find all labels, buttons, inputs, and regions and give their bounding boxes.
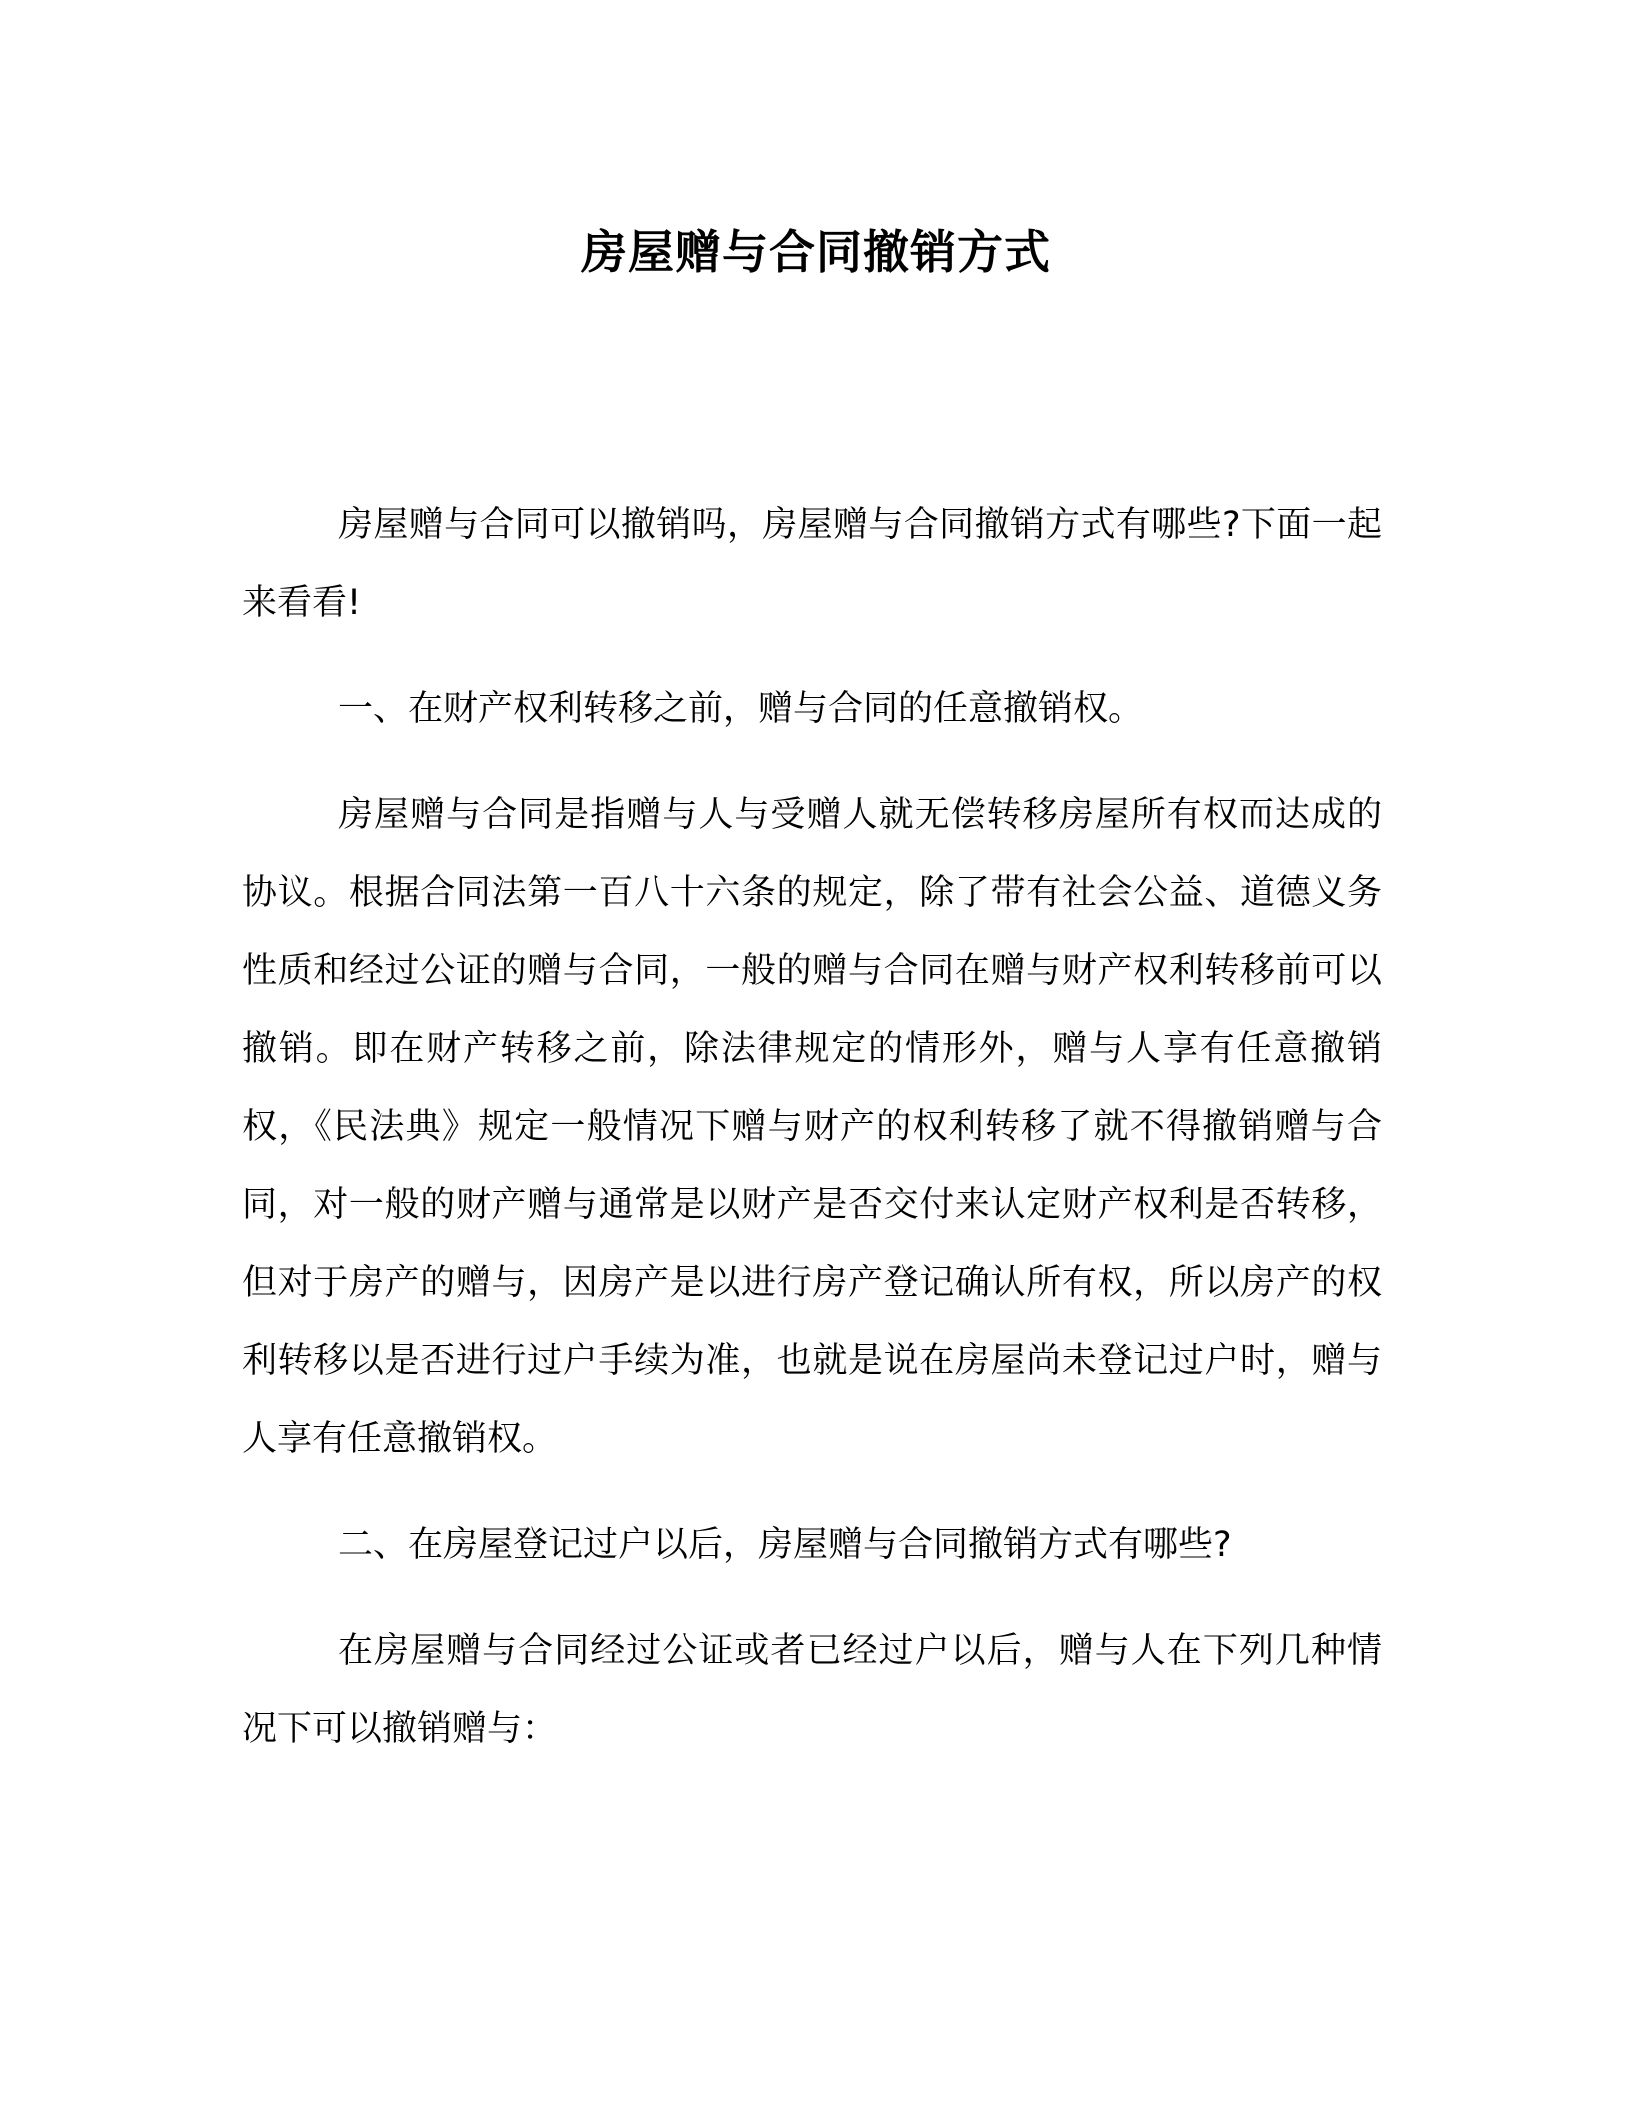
section-heading-1: 一、在财产权利转移之前，赠与合同的任意撤销权。 [338, 689, 1144, 729]
section-heading-2: 二、在房屋登记过户以后，房屋赠与合同撤销方式有哪些? [338, 1525, 1232, 1565]
document-title: 房屋赠与合同撤销方式 [581, 225, 1051, 279]
paragraph-section-2: 在房屋赠与合同经过公证或者已经过户以后，赠与人在下列几种情况下可以撤销赠与： [242, 1631, 1382, 1749]
paragraph-intro: 房屋赠与合同可以撤销吗，房屋赠与合同撤销方式有哪些?下面一起来看看! [242, 505, 1382, 623]
document-body [242, 486, 1382, 1796]
paragraph-section-1: 房屋赠与合同是指赠与人与受赠人就无偿转移房屋所有权而达成的协议。根据合同法第一百八十六条的规定，除了带有社会公益、道德义务性质和经过公证的赠与合同，一般的赠与合同在赠与财产权利转移前可以撤销。即在财产转移之前，除法律规定的情形外，赠与人享有任意撤销权，《民法典》规定一般情况下赠与财产的权利转移了就不得撤销赠与合同，对一般的财产赠与通常是以财产是否交付来认定财产权利是否转移，但对于房产的赠与，因房产是以进行房产登记确认所有权，所以房产的权利转移以是否进行过户手续为准，也就是说在房屋尚未登记过户时，赠与人享有任意撤销权。 [242, 795, 1382, 1459]
